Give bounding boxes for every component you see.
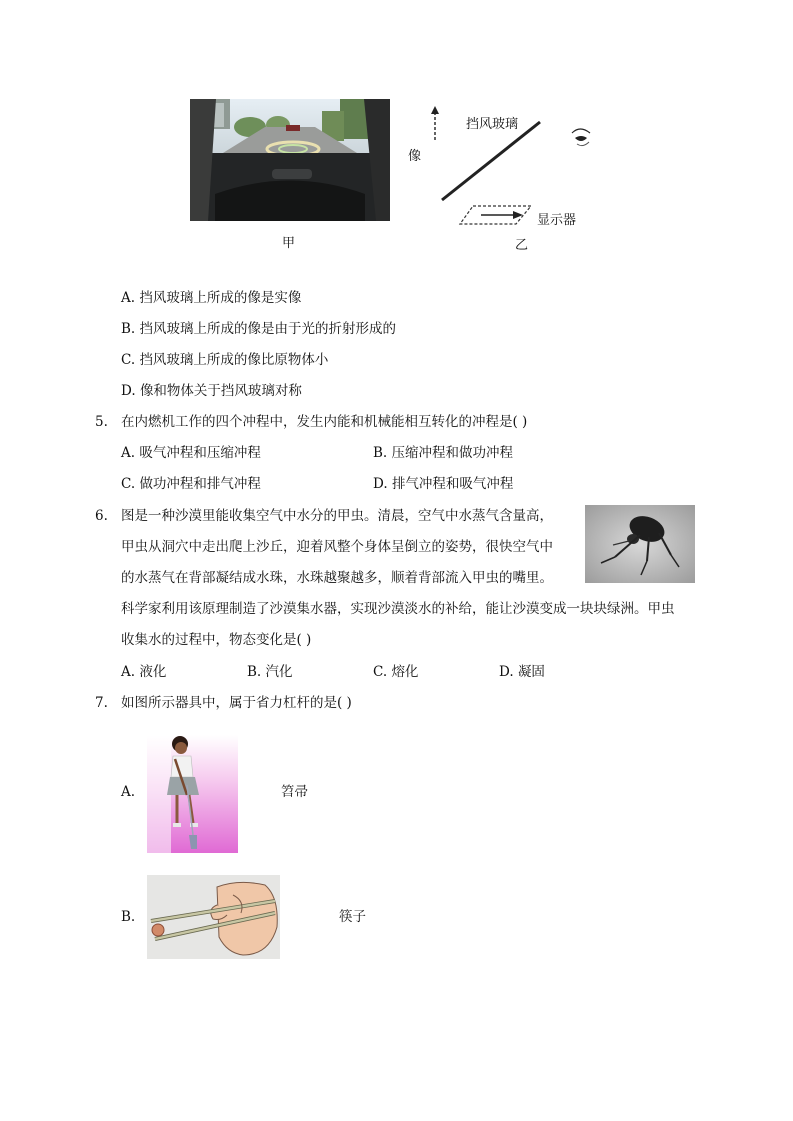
q7-option-a-letter[interactable]: A. — [121, 784, 136, 800]
q6-option-b[interactable] — [247, 663, 293, 681]
option-text: 挡风玻璃上所成的像是实像 — [139, 290, 302, 306]
option-letter: D. — [373, 476, 388, 492]
option-text: 吸气冲程和压缩冲程 — [139, 445, 261, 461]
option-letter: A. — [121, 445, 136, 461]
q6-line-4: 科学家利用该原理制造了沙漠集水器，实现沙漠淡水的补给，能让沙漠变成一块块绿洲。甲虫 — [121, 601, 675, 617]
q5-option-a[interactable] — [121, 444, 261, 462]
label-image: 像 — [408, 149, 422, 164]
q5-option-c[interactable] — [121, 475, 261, 493]
hud-car-photo — [190, 99, 390, 221]
q7-option-a-text: 笤帚 — [281, 784, 308, 800]
option-text: 汽化 — [265, 664, 293, 680]
option-letter: A. — [121, 664, 136, 680]
q7-stem: 如图所示器具中，属于省力杠杆的是( ) — [121, 695, 352, 711]
q6-number: 6. — [95, 508, 108, 524]
q7-number: 7. — [95, 695, 108, 711]
caption-yi: 乙 — [515, 238, 529, 253]
q5-option-b[interactable] — [373, 444, 513, 462]
q6-option-a[interactable] — [121, 663, 166, 681]
option-text: 排气冲程和吸气冲程 — [391, 476, 514, 492]
option-letter: C. — [121, 352, 136, 368]
q4-option-b[interactable] — [121, 320, 396, 338]
q6-line-3: 的水蒸气在背部凝结成水珠，水珠越聚越多，顺着背部流入甲虫的嘴里。 — [121, 570, 553, 586]
label-windshield: 挡风玻璃 — [466, 117, 519, 132]
q6-line-5: 收集水的过程中，物态变化是( ) — [121, 632, 312, 648]
q7-option-b-text: 筷子 — [339, 909, 366, 925]
q6-line-2: 甲虫从洞穴中走出爬上沙丘，迎着风整个身体呈倒立的姿势，很快空气中 — [121, 539, 553, 555]
girl-sweeping-photo — [147, 735, 238, 853]
option-letter: A. — [121, 290, 136, 306]
option-letter: D. — [121, 383, 136, 399]
label-display: 显示器 — [537, 213, 577, 228]
q4-option-a[interactable] — [121, 289, 301, 307]
option-text: 凝固 — [517, 664, 545, 680]
option-text: 压缩冲程和做功冲程 — [391, 445, 514, 461]
option-letter: C. — [121, 476, 136, 492]
q4-option-d[interactable] — [121, 382, 302, 400]
option-letter: B. — [247, 664, 262, 680]
q6-line-1: 图是一种沙漠里能收集空气中水分的甲虫。清晨，空气中水蒸气含量高， — [121, 508, 553, 524]
option-text: 像和物体关于挡风玻璃对称 — [139, 383, 302, 399]
q7-option-b-letter[interactable]: B. — [121, 909, 136, 925]
option-letter: C. — [373, 664, 388, 680]
q5-option-d[interactable] — [373, 475, 513, 493]
caption-jia: 甲 — [282, 236, 296, 251]
beetle-photo — [585, 505, 695, 583]
option-letter: B. — [373, 445, 388, 461]
option-text: 液化 — [139, 664, 167, 680]
q4-option-c[interactable] — [121, 351, 328, 369]
q6-option-d[interactable] — [499, 663, 545, 681]
chopsticks-photo — [147, 875, 280, 959]
option-letter: B. — [121, 321, 136, 337]
q6-option-c[interactable] — [373, 663, 418, 681]
q5-stem: 在内燃机工作的四个冲程中，发生内能和机械能相互转化的冲程是( ) — [121, 414, 528, 430]
option-text: 做功冲程和排气冲程 — [139, 476, 261, 492]
option-text: 挡风玻璃上所成的像是由于光的折射形成的 — [139, 321, 397, 337]
option-letter: D. — [499, 664, 514, 680]
q5-number: 5. — [95, 414, 108, 430]
option-text: 挡风玻璃上所成的像比原物体小 — [139, 352, 329, 368]
option-text: 熔化 — [391, 664, 419, 680]
